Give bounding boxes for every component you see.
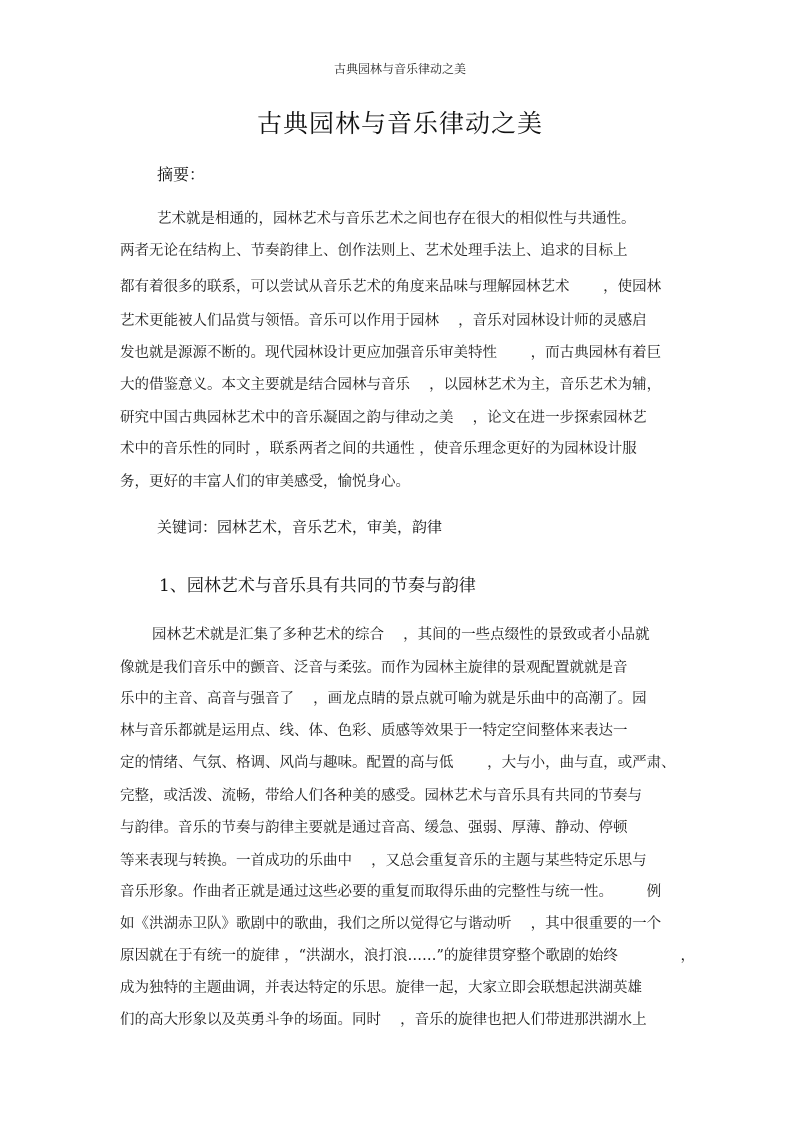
section-line: 园林艺术就是汇集了多种艺术的综合 ，其间的一些点缀性的景致或者小品就: [152, 627, 650, 643]
abstract-line: 大的借鉴意义。本文主要就是结合园林与音乐 ，以园林艺术为主，音乐艺术为辅，: [120, 377, 662, 393]
section-line: 林与音乐都就是运用点、线、体、色彩、质感等效果于一特定空间整体来表达一: [120, 723, 628, 739]
section-line: 与韵律。音乐的节奏与韵律主要就是通过音高、缓急、强弱、厚薄、静动、停顿: [120, 820, 628, 836]
abstract-line: 艺术就是相通的，园林艺术与音乐艺术之间也存在很大的相似性与共通性。: [157, 211, 636, 227]
abstract-line: 两者无论在结构上、节奏韵律上、创作法则上、艺术处理手法上、追求的目标上: [120, 243, 628, 259]
abstract-line: 术中的音乐性的同时 ，联系两者之间的共通性 ，使音乐理念更好的为园林设计服: [120, 441, 637, 457]
abstract-label: 摘要：: [157, 165, 206, 184]
section-line: 成为独特的主题曲调，并表达特定的乐思。旋律一起，大家立即会联想起洪湖英雄: [120, 980, 642, 996]
section-line: 像就是我们音乐中的颤音、泛音与柔弦。而作为园林主旋律的景观配置就就是音: [120, 660, 628, 676]
section-line: 们的高大形象以及英勇斗争的场面。同时 ，音乐的旋律也把人们带进那洪湖水上: [120, 1012, 647, 1028]
section-line: 如《洪湖赤卫队》歌剧中的歌曲，我们之所以觉得它与谐动听 ，其中很重要的一个: [120, 916, 662, 932]
abstract-line: 务，更好的丰富人们的审美感受，愉悦身心。: [120, 474, 410, 490]
section-line: 音乐形象。作曲者正就是通过这些必要的重复而取得乐曲的完整性与统一性。 例: [120, 884, 662, 900]
abstract-line: 艺术更能被人们品赏与领悟。音乐可以作用于园林 ，音乐对园林设计师的灵感启: [120, 313, 647, 329]
abstract-line: 都有着很多的联系，可以尝试从音乐艺术的角度来品味与理解园林艺术 ，使园林: [120, 279, 662, 295]
keywords: 关键词：园林艺术，音乐艺术，审美，韵律: [157, 518, 443, 536]
section-line: 等来表现与转换。一首成功的乐曲中 ，又总会重复音乐的主题与某些特定乐思与: [120, 853, 647, 869]
section-line: 原因就在于有统一的旋律 ，“洪湖水，浪打浪……”的旋律贯穿整个歌剧的始终 ，: [120, 948, 696, 964]
section-heading: 1、园林艺术与音乐具有共同的节奏与韵律: [159, 576, 476, 596]
section-line: 定的情绪、气氛、格调、风尚与趣味。配置的高与低 ，大与小，曲与直，或严肃、: [120, 755, 676, 771]
abstract-line: 发也就是源源不断的。现代园林设计更应加强音乐审美特性 ，而古典园林有着巨: [120, 345, 662, 361]
running-head: 古典园林与音乐律动之美: [333, 62, 466, 76]
section-line: 完整，或活泼、流畅，带给人们各种美的感受。园林艺术与音乐具有共同的节奏与: [120, 788, 642, 804]
page-title: 古典园林与音乐律动之美: [256, 109, 543, 138]
abstract-line: 研究中国古典园林艺术中的音乐凝固之韵与律动之美 ，论文在进一步探索园林艺: [120, 410, 647, 426]
section-line: 乐中的主音、高音与强音了 ，画龙点睛的景点就可喻为就是乐曲中的高潮了。园: [120, 691, 647, 707]
